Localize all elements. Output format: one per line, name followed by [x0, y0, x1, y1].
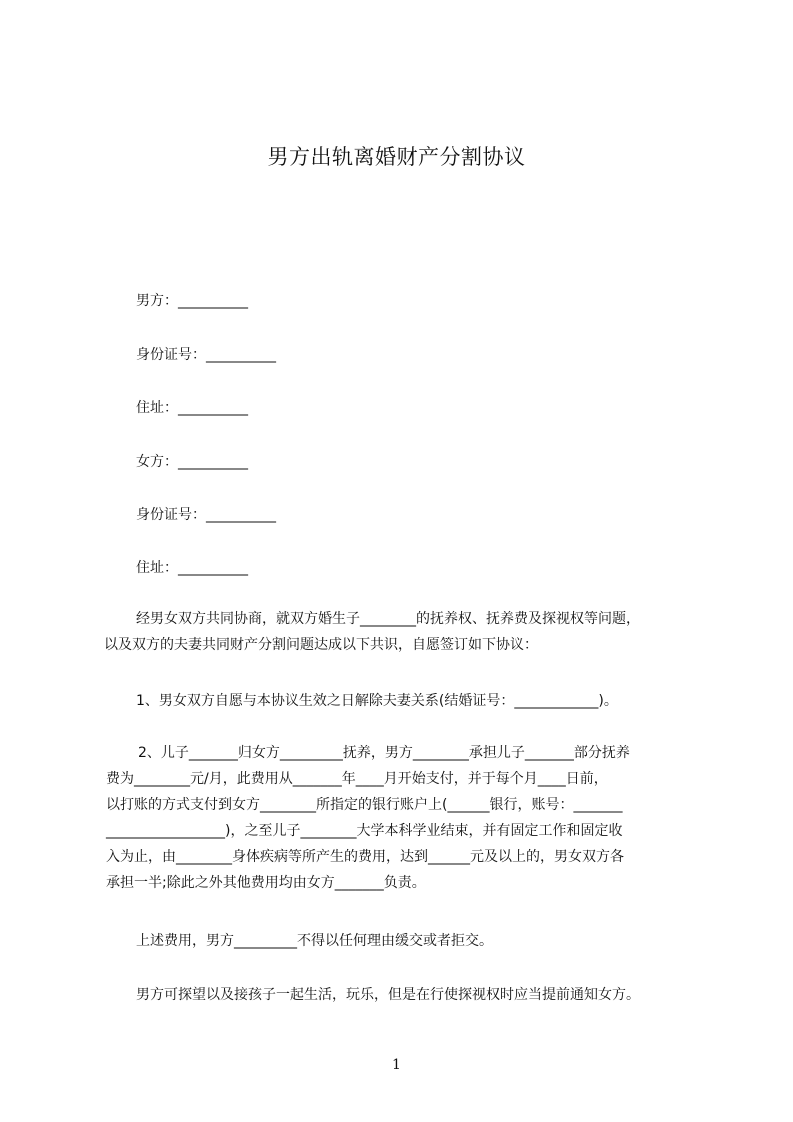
clause-2-line: 承担一半;除此之外其他费用均由女方_______负责。: [106, 875, 426, 891]
clause-2-line: _________________)，之至儿子________大学本科学业结束，并有固定工作和固定收: [106, 823, 623, 839]
male-address-field: 住址：__________: [136, 400, 248, 416]
visitation-paragraph: 男方可探望以及接孩子一起生活，玩乐，但是在行使探视权时应当提前通知女方。: [136, 987, 640, 1003]
female-party-field: 女方：__________: [136, 454, 248, 470]
intro-line: 以及双方的夫妻共同财产分割问题达成以下共识，自愿签订如下协议：: [104, 637, 538, 653]
intro-paragraph: [104, 606, 640, 658]
female-address-field: 住址：__________: [136, 560, 248, 576]
page-number: 1: [392, 1057, 401, 1073]
clause-2-line: 费为________元/月，此费用从_______年____月开始支付，并于每个月____日前，: [106, 771, 608, 787]
female-id-number-field: 身份证号：__________: [136, 507, 276, 523]
clause-2-line: 以打账的方式支付到女方________所指定的银行账户上(______银行，账号：_______: [106, 797, 623, 813]
document-title: 男方出轨离婚财产分割协议: [267, 145, 526, 169]
clause-1-paragraph: 1、男女双方自愿与本协议生效之日解除夫妻关系(结婚证号：____________)。: [136, 693, 618, 709]
male-id-number-field: 身份证号：__________: [136, 347, 276, 363]
clause-2-line: 2、儿子_______归女方_________抚养，男方________承担儿子_______部分抚养: [138, 745, 630, 761]
fee-note-paragraph: 上述费用，男方_________不得以任何理由缓交或者拒交。: [136, 933, 493, 949]
intro-line: 经男女双方共同协商，就双方婚生子________的抚养权、抚养费及探视权等问题，: [136, 611, 640, 627]
clause-2-paragraph: [106, 740, 630, 896]
clause-2-line: 入为止，由________身体疾病等所产生的费用，达到______元及以上的，男女双方各: [106, 849, 624, 865]
male-party-field: 男方：__________: [136, 293, 248, 309]
